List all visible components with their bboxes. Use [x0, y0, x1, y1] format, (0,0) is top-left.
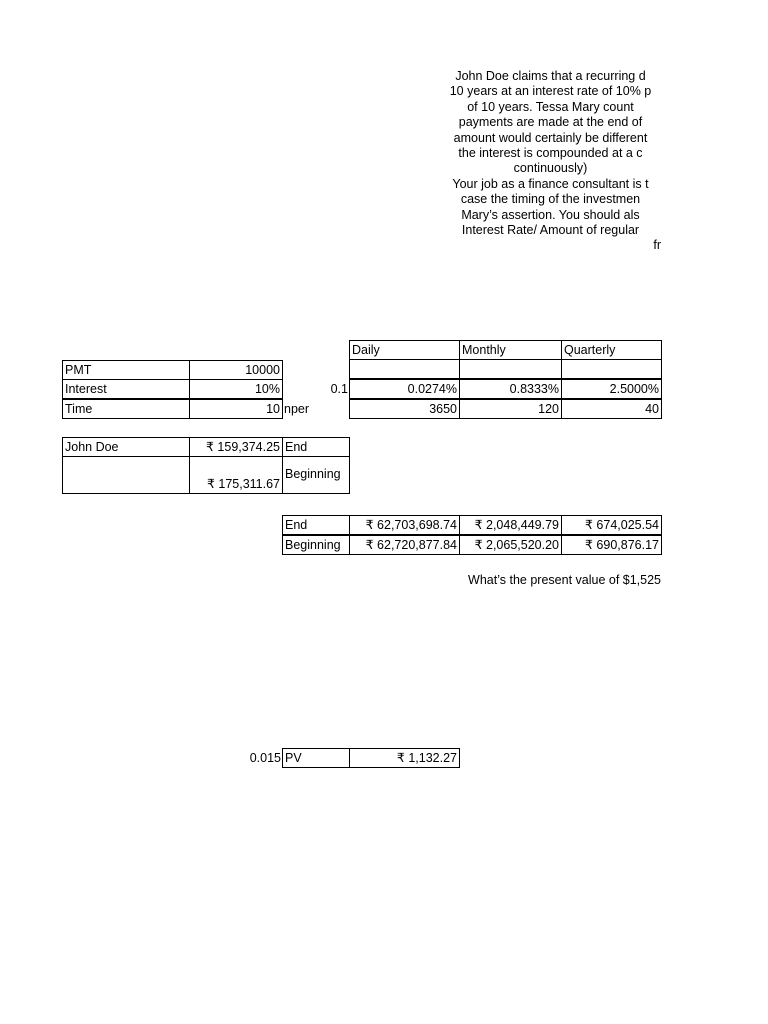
- fv-beginning-quarterly: ₹ 690,876.17: [561, 535, 662, 555]
- nper-label: nper: [284, 402, 310, 416]
- header-monthly: Monthly: [459, 340, 562, 360]
- pv-rate: 0.015: [249, 751, 281, 765]
- interest-value: 10%: [189, 379, 283, 399]
- present-value-question: What’s the present value of $1,525: [468, 573, 661, 587]
- fv-end-label: End: [282, 515, 350, 535]
- pv-value: ₹ 1,132.27: [349, 748, 460, 768]
- john-doe-beginning-label: Beginning: [282, 456, 350, 494]
- john-doe-end-value: ₹ 159,374.25: [189, 437, 283, 457]
- problem-line: of 10 years. Tessa Mary count: [467, 99, 634, 114]
- fv-end-quarterly: ₹ 674,025.54: [561, 515, 662, 535]
- fv-end-daily: ₹ 62,703,698.74: [349, 515, 460, 535]
- nper-monthly: 120: [459, 399, 562, 419]
- problem-line: Mary’s assertion. You should als: [461, 207, 640, 222]
- pv-label: PV: [282, 748, 350, 768]
- empty-cell: [459, 359, 562, 379]
- fv-end-monthly: ₹ 2,048,449.79: [459, 515, 562, 535]
- header-daily: Daily: [349, 340, 460, 360]
- problem-line: payments are made at the end of: [458, 115, 643, 130]
- problem-line: continuously): [513, 161, 588, 176]
- interest-label: Interest: [62, 379, 190, 399]
- fv-beginning-monthly: ₹ 2,065,520.20: [459, 535, 562, 555]
- problem-line: case the timing of the investmen: [460, 192, 641, 207]
- time-value: 10: [189, 399, 283, 419]
- nper-quarterly: 40: [561, 399, 662, 419]
- empty-cell: [349, 359, 460, 379]
- john-doe-end-label: End: [282, 437, 350, 457]
- header-quarterly: Quarterly: [561, 340, 662, 360]
- rate-daily: 0.0274%: [349, 379, 460, 399]
- problem-line: John Doe claims that a recurring d: [455, 69, 646, 83]
- fv-beginning-label: Beginning: [282, 535, 350, 555]
- problem-line: the interest is compounded at a c: [458, 146, 643, 161]
- fv-beginning-daily: ₹ 62,720,877.84: [349, 535, 460, 555]
- time-label: Time: [62, 399, 190, 419]
- empty-cell: [62, 456, 190, 494]
- pmt-label: PMT: [62, 360, 190, 380]
- rate-quarterly: 2.5000%: [561, 379, 662, 399]
- problem-line: Interest Rate/ Amount of regular: [461, 223, 640, 238]
- john-doe-label: John Doe: [62, 437, 190, 457]
- problem-line: Your job as a finance consultant is t: [452, 176, 649, 191]
- problem-line: amount would certainly be different: [453, 130, 648, 145]
- problem-statement: [440, 69, 661, 254]
- problem-line: 10 years at an interest rate of 10% p: [449, 84, 652, 99]
- problem-line: fr: [653, 238, 661, 253]
- rate-monthly: 0.8333%: [459, 379, 562, 399]
- empty-cell: [561, 359, 662, 379]
- john-doe-beginning-value: ₹ 175,311.67: [189, 456, 283, 494]
- pmt-value: 10000: [189, 360, 283, 380]
- nper-daily: 3650: [349, 399, 460, 419]
- rate-decimal: 0.1: [330, 382, 348, 396]
